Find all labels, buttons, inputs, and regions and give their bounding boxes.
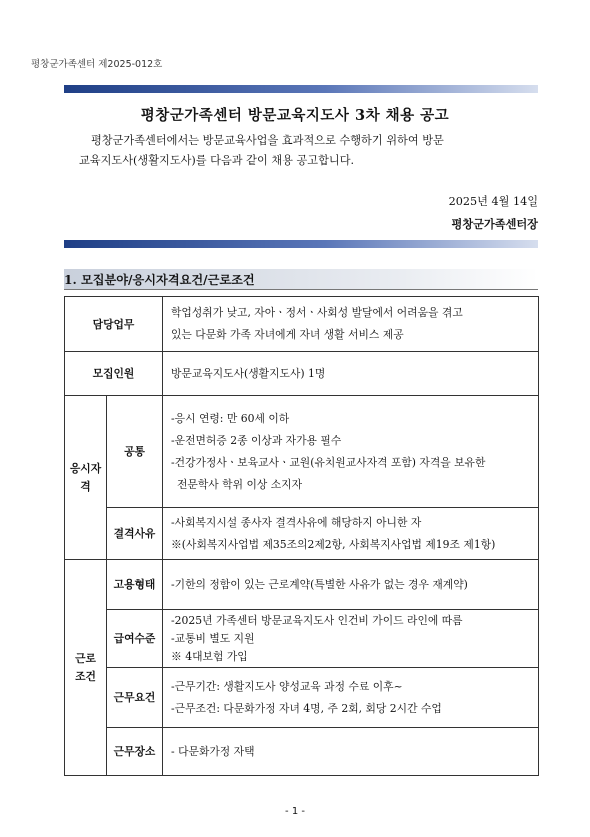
table-row xyxy=(65,728,539,776)
employment-header: 고용형태 xyxy=(107,560,163,610)
title-top-bar xyxy=(64,85,538,93)
common-line: -운전면허증 2종 이상과 자가용 필수 xyxy=(171,433,342,447)
qualification-category-line: 응시자 xyxy=(69,461,102,475)
duty-cell xyxy=(163,297,539,352)
intro-line-1: 평창군가족센터에서는 방문교육사업을 효과적으로 수행하기 위하여 방문 xyxy=(91,134,444,147)
table-row xyxy=(65,610,539,668)
duty-header: 담당업무 xyxy=(65,297,163,352)
recruit-value: 방문교육지도사(생활지도사) 1명 xyxy=(163,352,539,396)
place-value: - 다문화가정 자택 xyxy=(163,728,539,776)
place-header: 근무장소 xyxy=(107,728,163,776)
conditions-category xyxy=(65,560,107,776)
qualification-category-line: 격 xyxy=(80,479,91,493)
work-cell xyxy=(163,668,539,728)
table-row xyxy=(65,560,539,610)
work-header: 근무요건 xyxy=(107,668,163,728)
duty-line: 있는 다문화 가족 자녀에게 자녀 생활 서비스 제공 xyxy=(171,328,404,341)
table-row xyxy=(65,508,539,560)
intro-paragraph xyxy=(79,131,539,171)
common-cell xyxy=(163,396,539,508)
disqualification-line: -사회복지시설 종사자 결격사유에 해당하지 아니한 자 xyxy=(171,515,422,529)
table-row xyxy=(65,297,539,352)
qualification-category xyxy=(65,396,107,560)
disqualification-header: 결격사유 xyxy=(107,508,163,560)
salary-header: 급여수준 xyxy=(107,610,163,668)
page-number: - 1 - xyxy=(285,806,305,817)
work-line: -근무조건: 다문화가정 자녀 4명, 주 2회, 회당 2시간 수업 xyxy=(171,701,442,715)
table-row xyxy=(65,352,539,396)
salary-cell xyxy=(163,610,539,668)
employment-value: -기한의 정함이 있는 근로계약(특별한 사유가 없는 경우 재계약) xyxy=(163,560,539,610)
conditions-category-line: 조건 xyxy=(75,669,96,683)
salary-line: -2025년 가족센터 방문교육지도사 인건비 가이드 라인에 따름 xyxy=(171,613,463,627)
section-title: 1. 모집분야/응시자격요건/근로조건 xyxy=(64,273,255,287)
common-line: 전문학사 학위 이상 소지자 xyxy=(177,477,303,491)
salary-line: -교통비 별도 지원 xyxy=(171,631,255,645)
duty-line: 학업성취가 낮고, 자아ㆍ정서ㆍ사회성 발달에서 어려움을 겪고 xyxy=(171,306,463,319)
work-line: -근무기간: 생활지도사 양성교육 과정 수료 이후~ xyxy=(171,679,403,693)
common-header: 공통 xyxy=(107,396,163,508)
announcement-date: 2025년 4월 14일 xyxy=(448,195,538,208)
recruitment-table xyxy=(64,296,539,776)
common-line: -응시 연령: 만 60세 이하 xyxy=(171,411,290,425)
conditions-category-line: 근로 xyxy=(75,651,96,665)
common-line: -건강가정사ㆍ보육교사ㆍ교원(유치원교사자격 포함) 자격을 보유한 xyxy=(171,455,486,469)
disqualification-line: ※(사회복지사업법 제35조의2제2항, 사회복지사업법 제19조 제1항) xyxy=(171,537,496,551)
table-row xyxy=(65,396,539,508)
page-title: 평창군가족센터 방문교육지도사 3차 채용 공고 xyxy=(140,107,450,124)
disqualification-cell xyxy=(163,508,539,560)
table-row xyxy=(65,668,539,728)
intro-line-2: 교육지도사(생활지도사)를 다음과 같이 채용 공고합니다. xyxy=(79,154,355,167)
title-bottom-bar xyxy=(64,240,538,248)
salary-line: ※ 4대보험 가입 xyxy=(171,649,248,663)
section-heading xyxy=(64,269,538,290)
document-number: 평창군가족센터 제2025-012호 xyxy=(31,59,163,70)
signer: 평창군가족센터장 xyxy=(451,217,538,231)
recruit-header: 모집인원 xyxy=(65,352,163,396)
